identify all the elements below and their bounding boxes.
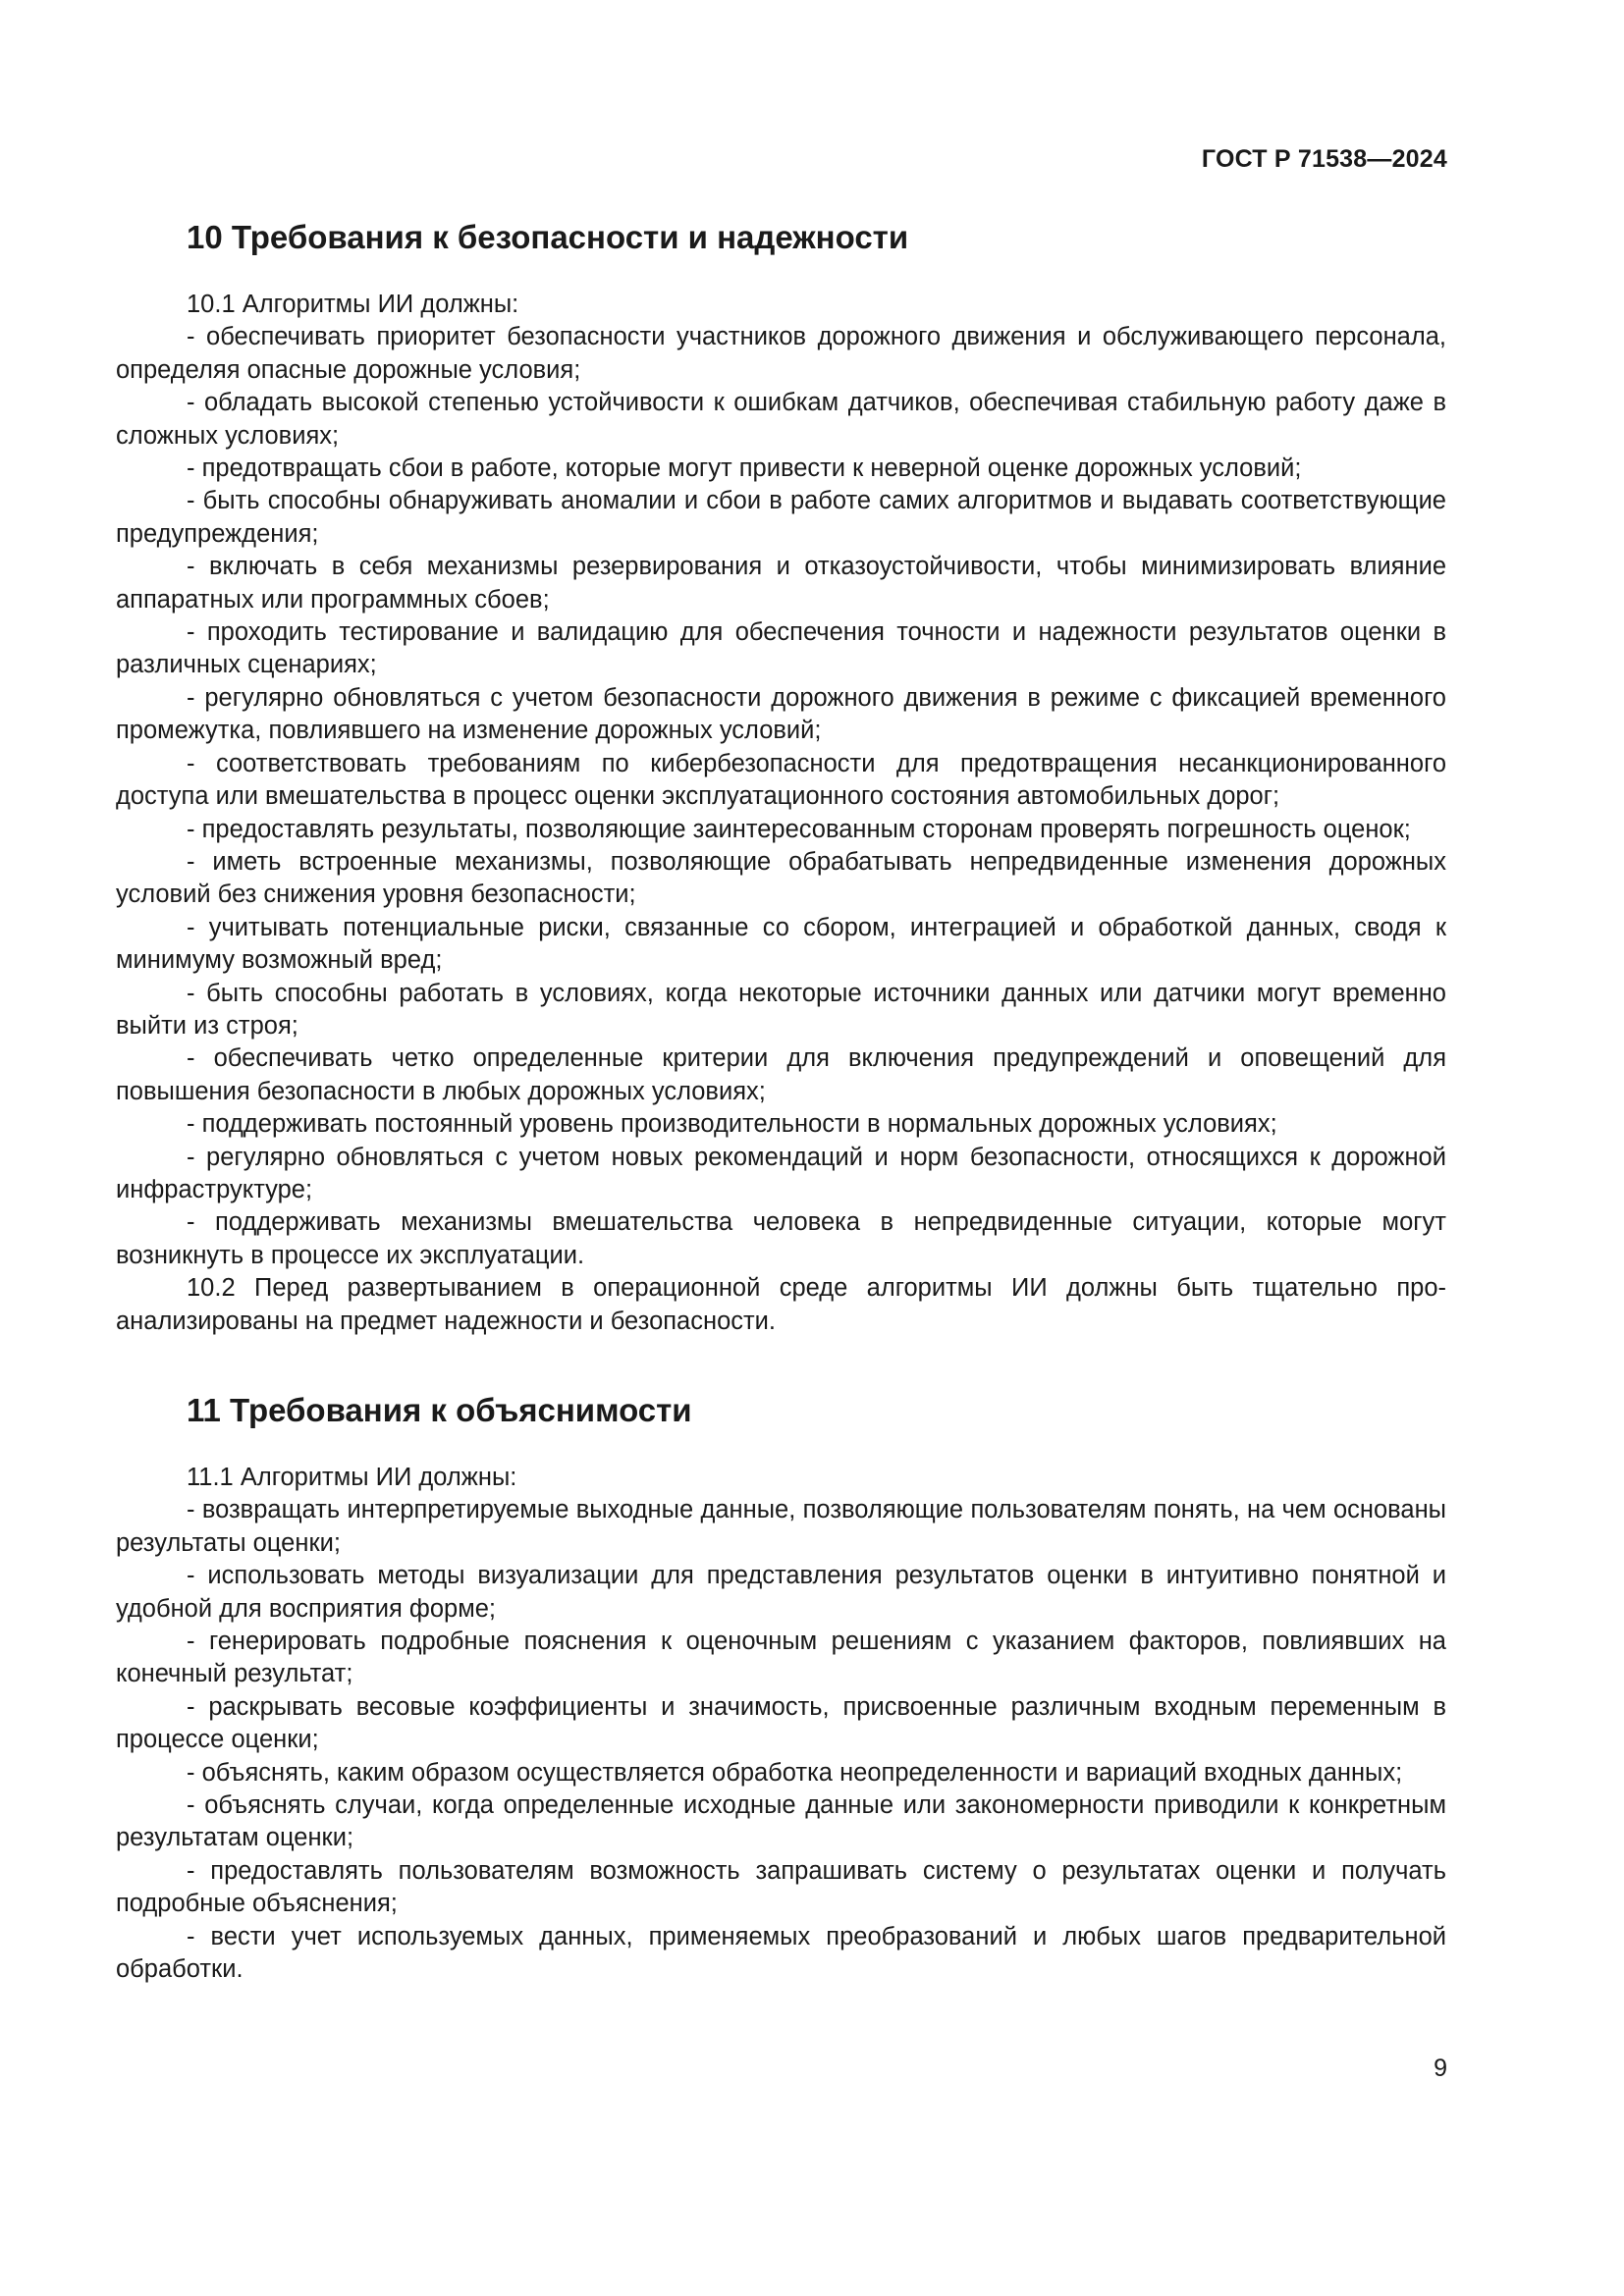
section-10-title: 10 Требования к безопасности и надежности [187, 219, 909, 255]
paragraph: - включать в себя механизмы резервирования и отказоустойчивости, чтобы минимизировать влияние аппаратных или программных сбоев; [116, 553, 1446, 614]
document-code-header: ГОСТ Р 71538—2024 [1201, 145, 1447, 173]
paragraph: - предоставлять пользователям возможность запрашивать систему о результатах оценки и получать подробные объяснения; [116, 1856, 1446, 1918]
paragraph: - генерировать подробные пояснения к оценочным решениям с указанием факторов, повлиявших на конечный результат; [116, 1628, 1446, 1688]
section-10-body [116, 289, 1446, 1338]
paragraph: - регулярно обновляться с учетом новых рекомендаций и норм безопасности, относящихся к дорожной инфраструктуре; [116, 1143, 1446, 1203]
paragraph: - вести учет используемых данных, применяемых преобразований и любых шагов предварительной обработки. [116, 1922, 1446, 1984]
page-number: 9 [1434, 2055, 1447, 2082]
paragraph: - соответствовать требованиям по кибербезопасности для предотвращения несанкционированного доступа или вмешательства в процесс оценки эксплуатационного состояния автомобильных дорог; [116, 749, 1446, 811]
paragraph: - быть способны работать в условиях, когда некоторые источники данных или датчики могут временно выйти из строя; [116, 979, 1446, 1040]
section-11-body [116, 1462, 1446, 1987]
page-content [116, 218, 1446, 1987]
paragraph: - поддерживать постоянный уровень производительности в нормальных дорожных условиях; [187, 1110, 1277, 1139]
paragraph: - учитывать потенциальные риски, связанные со сбором, интеграцией и обработкой данных, сводя к минимуму возможный вред; [116, 913, 1446, 975]
paragraph: - предоставлять результаты, позволяющие заинтересованным сторонам проверять погрешность оценок; [187, 815, 1411, 843]
paragraph: - регулярно обновляться с учетом безопасности дорожного движения в режиме с фиксацией временного промежутка, повлиявшего на изменение дорожных условий; [116, 683, 1446, 745]
paragraph: - обладать высокой степенью устойчивости к ошибкам датчиков, обеспечивая стабильную работу даже в сложных условиях; [116, 389, 1446, 450]
paragraph: - использовать методы визуализации для представления результатов оценки в интуитивно понятной и удобной для восприятия форме; [116, 1562, 1446, 1623]
paragraph: - объяснять случаи, когда определенные исходные данные или закономерности приводили к конкретным результатам оценки; [116, 1791, 1446, 1852]
section-11 [116, 1391, 1446, 1987]
paragraph: 11.1 Алгоритмы ИИ должны: [187, 1464, 517, 1491]
paragraph: - быть способны обнаруживать аномалии и сбои в работе самих алгоритмов и выдавать соответствующие предупреждения; [116, 487, 1446, 548]
paragraph: - поддерживать механизмы вмешательства человека в непредвиденные ситуации, которые могут возникнуть в процессе их эксплуатации. [116, 1208, 1446, 1269]
paragraph: 10.1 Алгоритмы ИИ должны: [187, 291, 519, 318]
paragraph: 10.2 Перед развертыванием в операционной среде алгоритмы ИИ должны быть тщательно проанализированы на предмет надежности и безопасности. [116, 1274, 1446, 1335]
paragraph: - раскрывать весовые коэффициенты и значимость, присвоенные различным входным переменным в процессе оценки; [116, 1692, 1446, 1754]
paragraph: - объяснять, каким образом осуществляется обработка неопределенности и вариаций входных данных; [187, 1758, 1403, 1787]
paragraph: - обеспечивать четко определенные критерии для включения предупреждений и оповещений для повышения безопасности в любых дорожных условиях; [116, 1044, 1446, 1105]
paragraph: - предотвращать сбои в работе, которые могут привести к неверной оценке дорожных условий; [187, 454, 1302, 483]
paragraph: - возвращать интерпретируемые выходные данные, позволяющие пользователям понять, на чем основаны результаты оценки; [116, 1496, 1446, 1557]
paragraph: - обеспечивать приоритет безопасности участников дорожного движения и обслуживающего персонала, определяя опасные дорожные условия; [116, 323, 1446, 384]
paragraph: - проходить тестирование и валидацию для обеспечения точности и надежности результатов оценки в различных сценариях; [116, 618, 1446, 679]
section-11-title: 11 Требования к объяснимости [187, 1392, 692, 1428]
paragraph: - иметь встроенные механизмы, позволяющие обрабатывать непредвиденные изменения дорожных условий без снижения уровня безопасности; [116, 847, 1446, 909]
